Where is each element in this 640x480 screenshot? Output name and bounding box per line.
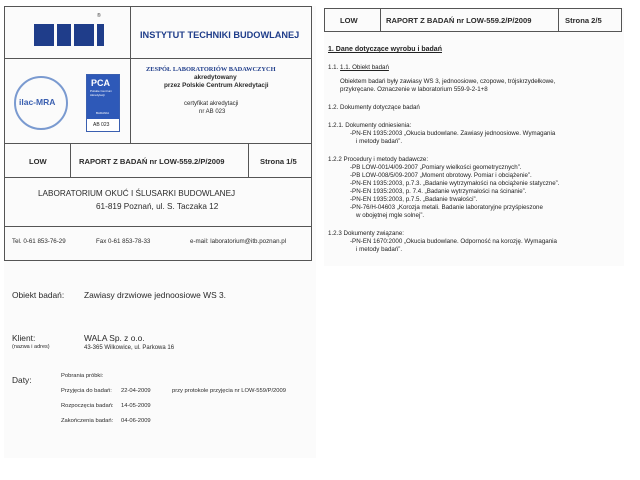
end-date: 04-06-2009 bbox=[121, 418, 151, 424]
report-page-2: LOW RAPORT Z BADAŃ nr LOW-559.2/P/2009 Strona 2/5 1. Dane dotyczące wyrobu i badań 1.1. 1.1. Obiekt badań Obiektem badań były zawiasy WS 3, jednoosiowe, czopowe, trójskrzydełkowe, przykręcane. Oznaczenie w laboratorium 559-9-2-1+8 1.2. Dokumenty dotyczące badań 1.2.1. Dokumenty odniesienia: -PN-EN 1935:2003 „Okucia budowlane. Zawiasy jednoosiowe. Wymagania i metody badań”. 1.2.2 Procedury i metody badawcze: -PB LOW-001/4/09-2007 „Pomiary wielkości geometrycznych”. -PB LOW-008/5/09-2007 „Moment obrotowy. Pomiar i obciążenie”. -PN-EN 1935:2003, p.7.3. „Badanie wytrzymałości na obciążenie statyczne”. -PN-EN 1935:2003, p. 7.4. „Badanie wytrzymałości na ścinanie”. -PN-EN 1935:2003, p.7.5. „Badanie trwałości”. -PN-76/H-04603 „Korozja metali. Badanie laboratoryjne przyśpieszone w obojętnej mgle solnej”. 1.2.3 Dokumenty związane: -PN-EN 1670:2000 „Okucia budowlane. Odporność na korozję. Wymagania i metody badań”. bbox=[324, 8, 624, 266]
lab-phone: Tel. 0-61 853-76-29 bbox=[12, 238, 66, 245]
itb-logo bbox=[34, 24, 104, 46]
lab-group-line1: ZESPÓŁ LABORATORIÓW BADAWCZYCH bbox=[146, 66, 276, 73]
report-page-1: ® INSTYTUT TECHNIKI BUDOWLANEJ ilac-MRA PCA Polskie Centrum Akredytacji BADANIA AB 023 ZESPÓŁ LABORATORIÓW BADAWCZYCH akredytowany przez Polskie Centrum Akredytacji certyfikat akredytacji nr AB 023 LOW RAPORT Z BADAŃ nr LOW-559.2/P/2009 Strona 1/5 LABORATORIUM OKUĆ I ŚLUSARKI BUDOWLANEJ 61-819 Poznań, ul. S. Taczaka 12 Tel. 0-61 853-76-29 Fax 0-61 853-78-33 e-mail: laboratorium@itb.poznan.pl Obiekt badań: Zawiasy drzwiowe jednoosiowe WS 3. Klient: (nazwa i adres) WALA Sp. z o.o. 43-365 Wilkowice, ul. Parkowa 16 Daty: Pobrania próbki: Przyjęcia do badań: 22-04-2009 przy protokole przyjęcia nr LOW-559/P/2009 Rozpoczęcia badań: 14-05-2009 Zakończenia badań: 04-06-2009 bbox=[4, 6, 316, 458]
object-value: Zawiasy drzwiowe jednoosiowe WS 3. bbox=[84, 290, 226, 300]
page2-indicator: Strona 2/5 bbox=[565, 16, 602, 25]
lab-email: e-mail: laboratorium@itb.poznan.pl bbox=[190, 238, 287, 245]
client-address: 43-365 Wilkowice, ul. Parkowa 16 bbox=[84, 345, 175, 351]
cert-number: nr AB 023 bbox=[199, 109, 226, 115]
received-date: 22-04-2009 bbox=[121, 388, 151, 394]
page2-report-number: RAPORT Z BADAŃ nr LOW-559.2/P/2009 bbox=[386, 16, 532, 25]
lab-name: LABORATORIUM OKUĆ I ŚLUSARKI BUDOWLANEJ bbox=[38, 189, 236, 198]
ilac-mra-logo: ilac-MRA bbox=[14, 76, 68, 130]
page-indicator: Strona 1/5 bbox=[260, 157, 297, 166]
client-label: Klient: bbox=[12, 333, 36, 343]
lab-fax: Fax 0-61 853-78-33 bbox=[96, 238, 151, 245]
pca-logo: PCA Polskie Centrum Akredytacji BADANIA AB 023 bbox=[86, 74, 120, 132]
start-date: 14-05-2009 bbox=[121, 403, 151, 409]
report-number: RAPORT Z BADAŃ nr LOW-559.2/P/2009 bbox=[79, 157, 225, 166]
institute-name: INSTYTUT TECHNIKI BUDOWLANEJ bbox=[140, 30, 300, 40]
lab-address: 61-819 Poznań, ul. S. Taczaka 12 bbox=[96, 202, 219, 211]
client-name: WALA Sp. z o.o. bbox=[84, 333, 145, 343]
dates-label: Daty: bbox=[12, 375, 32, 385]
section-1-2-title: 1.2. Dokumenty dotyczące badań bbox=[328, 104, 420, 111]
section-1-1-title: 1.1. 1.1. Obiekt badań bbox=[328, 64, 389, 71]
section-1-title: 1. Dane dotyczące wyrobu i badań bbox=[328, 46, 442, 53]
object-label: Obiekt badań: bbox=[12, 290, 65, 300]
